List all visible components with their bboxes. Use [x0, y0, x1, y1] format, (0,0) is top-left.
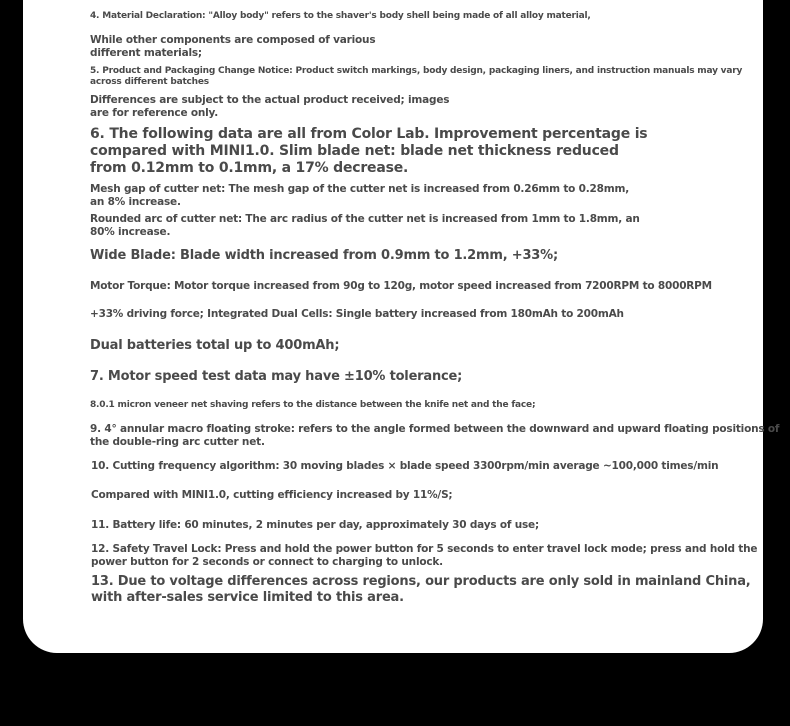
note-13-line-2: with after-sales service limited to this area. — [91, 590, 404, 605]
note-11: 11. Battery life: 60 minutes, 2 minutes per day, approximately 30 days of use; — [91, 519, 539, 531]
wide-blade: Wide Blade: Blade width increased from 0.9mm to 1.2mm, +33%; — [90, 248, 558, 263]
motor-torque: Motor Torque: Motor torque increased from 90g to 120g, motor speed increased from 7200RPM to 8000RPM — [90, 280, 712, 292]
rounded-arc-line-2: 80% increase. — [90, 226, 171, 238]
note-6-line-3: from 0.12mm to 0.1mm, a 17% decrease. — [90, 160, 409, 176]
mesh-gap-line-2: an 8% increase. — [90, 196, 181, 208]
note-9-line-2: the double-ring arc cutter net. — [90, 436, 265, 448]
note-12-line-1: 12. Safety Travel Lock: Press and hold the power button for 5 seconds to enter travel lock mode; press and hold the — [91, 543, 758, 555]
note-5-line-4: are for reference only. — [90, 107, 218, 119]
note-5-line-1: 5. Product and Packaging Change Notice: Product switch markings, body design, packaging liners, and instruction manuals may vary — [90, 66, 743, 76]
rounded-arc-line-1: Rounded arc of cutter net: The arc radius of the cutter net is increased from 1mm to 1.8mm, an — [90, 213, 640, 225]
note-4-line-3: different materials; — [90, 47, 202, 59]
note-6-line-2: compared with MINI1.0. Slim blade net: blade net thickness reduced — [90, 143, 619, 159]
note-5-line-2: across different batches — [90, 77, 209, 87]
driving-force: +33% driving force; Integrated Dual Cells: Single battery increased from 180mAh to 200mAh — [90, 308, 624, 320]
note-4-line-2: While other components are composed of various — [90, 34, 376, 46]
note-10: 10. Cutting frequency algorithm: 30 moving blades × blade speed 3300rpm/min average ~100,000 times/min — [91, 460, 719, 472]
note-7: 7. Motor speed test data may have ±10% tolerance; — [90, 369, 463, 384]
dual-batteries: Dual batteries total up to 400mAh; — [90, 338, 340, 353]
note-13-line-1: 13. Due to voltage differences across regions, our products are only sold in mainland China, — [91, 574, 751, 589]
note-8: 8.0.1 micron veneer net shaving refers to the distance between the knife net and the face; — [90, 400, 536, 410]
note-6-line-1: 6. The following data are all from Color Lab. Improvement percentage is — [90, 126, 648, 142]
note-12-line-2: power button for 2 seconds or connect to charging to unlock. — [91, 556, 443, 568]
mesh-gap-line-1: Mesh gap of cutter net: The mesh gap of the cutter net is increased from 0.26mm to 0.28mm, — [90, 183, 630, 195]
cutting-efficiency: Compared with MINI1.0, cutting efficiency increased by 11%/S; — [91, 489, 453, 501]
note-4-line-1: 4. Material Declaration: "Alloy body" refers to the shaver's body shell being made of all alloy material, — [90, 11, 591, 21]
note-9-line-1: 9. 4° annular macro floating stroke: refers to the angle formed between the downward and upward floating positions of — [90, 423, 780, 435]
note-5-line-3: Differences are subject to the actual product received; images — [90, 94, 450, 106]
